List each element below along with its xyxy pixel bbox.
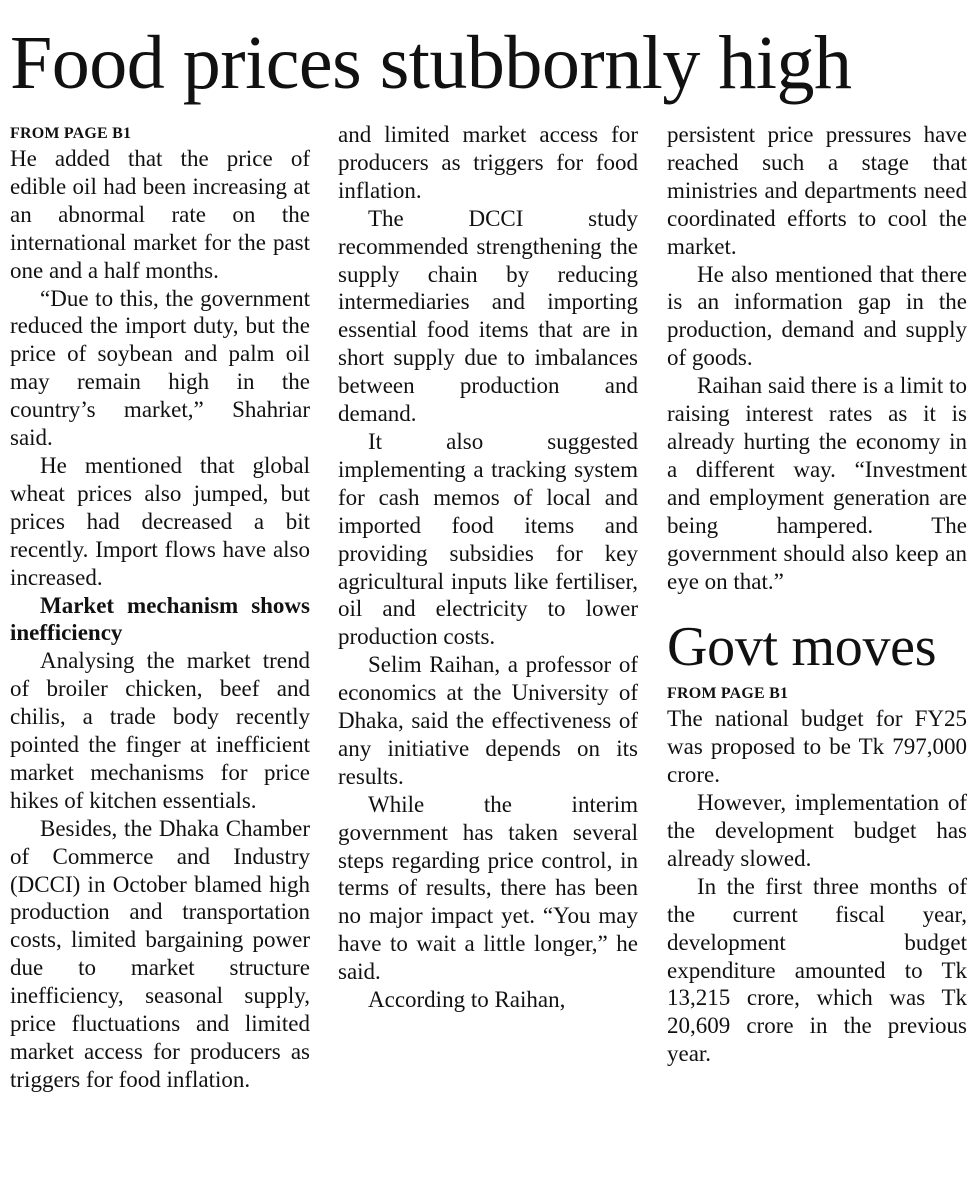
paragraph: He also mentioned that there is an information gap in the production, demand and supply of goods. <box>667 261 967 371</box>
paragraph: It also suggested implementing a tracking system for cash memos of local and imported food items and providing subsidies for key agricultural inputs like fertiliser, oil and electricity to lower production costs. <box>338 428 638 650</box>
paragraph-continued: and limited market access for producers as triggers for food inflation. <box>338 122 638 203</box>
article-column-2 <box>338 121 638 1014</box>
paragraph-continued: persistent price pressures have reached such a stage that ministries and departments need coordinated efforts to cool the market. <box>667 122 967 259</box>
second-article-headline: Govt moves <box>667 616 937 679</box>
article-column-3 <box>667 121 967 1068</box>
paragraph: “Due to this, the government reduced the import duty, but the price of soybean and palm oil may remain high in the country’s market,” Shahriar said. <box>10 285 310 451</box>
paragraph: The national budget for FY25 was proposed to be Tk 797,000 crore. <box>667 706 967 788</box>
paragraph: Selim Raihan, a professor of economics at the University of Dhaka, said the effectiveness of any initiative depends on its results. <box>338 652 638 789</box>
paragraph: While the interim government has taken several steps regarding price control, in terms of results, there has been no major impact yet. “You may have to wait a little longer,” he said. <box>338 791 638 985</box>
paragraph: The DCCI study recommended strengthening the supply chain by reducing intermediaries and importing essential food items that are in short supply due to imbalances between production and demand. <box>338 205 638 427</box>
paragraph-start: According to Raihan, <box>368 987 566 1013</box>
dateline: FROM PAGE B1 <box>667 685 789 703</box>
paragraph: He mentioned that global wheat prices also jumped, but prices had decreased a bit recently. Import flows have also increased. <box>10 452 310 590</box>
section-subhead: Market mechanism shows inefficiency <box>10 592 310 646</box>
article-headline: Food prices stubbornly high <box>10 21 852 105</box>
paragraph: Raihan said there is a limit to raising interest rates as it is already hurting the economy in a different way. “Investment and employment generation are being hampered. The government should also keep an eye on that.” <box>667 373 967 594</box>
article-column-1 <box>10 121 310 1092</box>
dateline: FROM PAGE B1 <box>10 125 132 142</box>
paragraph: He added that the price of edible oil had been increasing at an abnormal rate on the international market for the past one and a half months. <box>10 146 310 283</box>
paragraph: Besides, the Dhaka Chamber of Commerce and Industry (DCCI) in October blamed high production and transportation costs, limited bargaining power due to market structure inefficiency, seasonal supply, price fluctuations and limited market access for producers as triggers for food inflation. <box>10 815 310 1092</box>
paragraph: In the first three months of the current fiscal year, development budget expenditure amounted to Tk 13,215 crore, which was Tk 20,609 crore in the previous year. <box>667 873 967 1067</box>
paragraph: Analysing the market trend of broiler chicken, beef and chilis, a trade body recently pointed the finger at inefficient market mechanisms for price hikes of kitchen essentials. <box>10 648 310 813</box>
paragraph: However, implementation of the development budget has already slowed. <box>667 790 967 871</box>
